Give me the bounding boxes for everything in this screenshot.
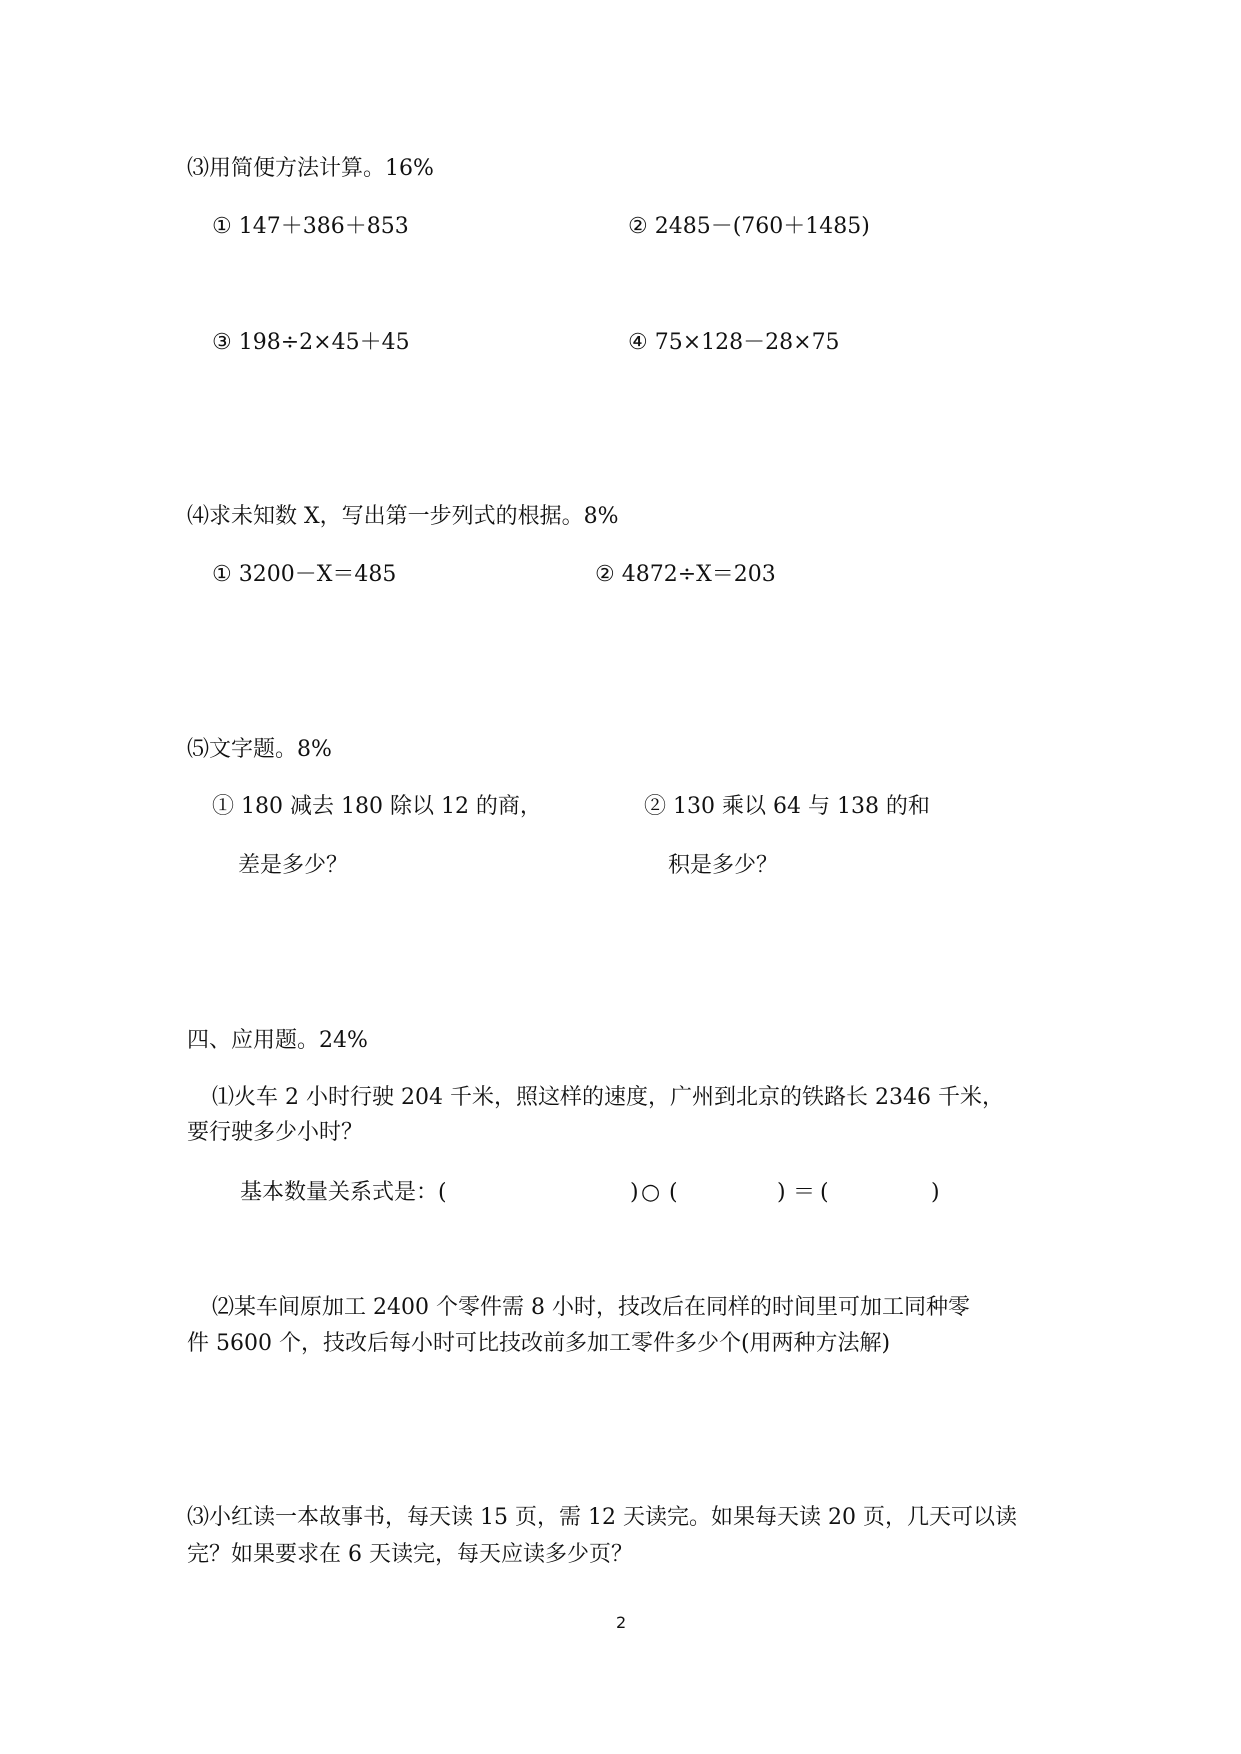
relation-open-paren-2: ( [669,1180,678,1205]
section4-question-2: ② 4872÷X＝203 [595,562,776,587]
problem-3-line-2: 完？如果要求在 6 天读完，每天应读多少页？ [187,1542,633,1567]
section3-question-1: ① 147＋386＋853 [212,214,409,239]
relation-close-paren-3: ) [931,1180,940,1205]
part4-heading: 四、应用题。24% [187,1028,368,1053]
relation-equals: ＝ [793,1180,816,1205]
problem-2-line-2: 件 5600 个，技改后每小时可比技改前多加工零件多少个(用两种方法解) [187,1331,891,1356]
section3-question-2: ② 2485－(760＋1485) [628,214,870,239]
section3-heading: ⑶用简便方法计算。16% [187,156,434,181]
relation-open-paren-3: ( [820,1180,829,1205]
relation-close-paren-2: ) [777,1180,786,1205]
section4-question-1: ① 3200－X＝485 [212,562,397,587]
section5-question-2-line-2: 积是多少？ [668,853,779,878]
section4-heading: ⑷求未知数 X，写出第一步列式的根据。8% [187,504,619,529]
relation-circle-operator: ○ [641,1180,661,1205]
relation-close-paren-1: ) [630,1180,639,1205]
section3-question-4: ④ 75×128－28×75 [628,330,840,355]
problem-1-line-1: ⑴火车 2 小时行驶 204 千米，照这样的速度，广州到北京的铁路长 2346 千米， [212,1085,1004,1110]
page-number: 2 [616,1613,627,1632]
relation-label: 基本数量关系式是：( [240,1180,447,1205]
problem-1-line-2: 要行驶多少小时？ [187,1120,364,1145]
section5-heading: ⑸文字题。8% [187,737,332,762]
section3-question-3: ③ 198÷2×45＋45 [212,330,410,355]
section5-question-2-line-1: ② 130 乘以 64 与 138 的和 [644,794,930,819]
problem-2-line-1: ⑵某车间原加工 2400 个零件需 8 小时，技改后在同样的时间里可加工同种零 [212,1295,970,1320]
section5-question-1-line-1: ① 180 减去 180 除以 12 的商， [212,794,542,819]
section5-question-1-line-2: 差是多少？ [238,853,349,878]
problem-3-line-1: ⑶小红读一本故事书，每天读 15 页，需 12 天读完。如果每天读 20 页，几天可以读 [187,1505,1017,1530]
